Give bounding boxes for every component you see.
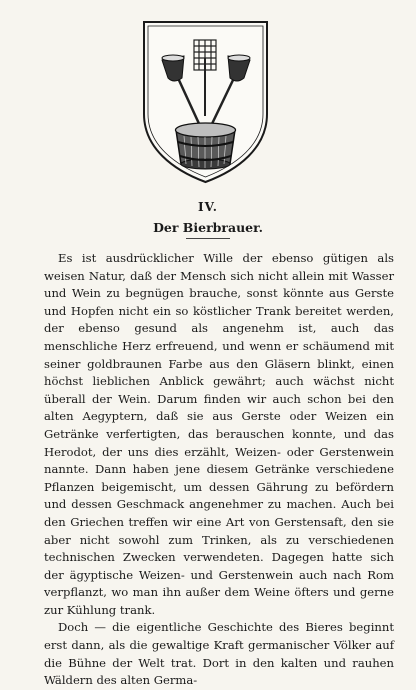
paragraph: Doch — die eigentliche Geschichte des Bieres beginnt erst dann, als die gewaltige Kraft germanischer Völker auf die Bühne der Welt trat. Dort in den kalten und rauhen Wäldern des alten Germa- xyxy=(44,620,394,688)
brewer-coat-of-arms-icon xyxy=(138,18,273,186)
chapter-number: IV. xyxy=(197,200,218,214)
body-text xyxy=(44,250,394,690)
title-underline xyxy=(186,238,230,239)
paragraph: Es ist ausdrücklicher Wille der ebenso gütigen als weisen Natur, daß der Mensch sich nicht allein mit Wasser und Wein zu begnügen brauche, sonst könnte aus Gerste und Hopfen nicht ein so köstlicher Trank bereitet werden, der ebenso gesund als angenehm ist, auch das menschliche Herz erfreuend, und wenn er schäumend mit seiner goldbraunen Farbe aus den Gläsern blinkt, einen höchst lieblichen Anblick gewährt; auch wächst nicht überall der Wein. Darum finden wir auch schon bei den alten Aegyptern, daß sie aus Gerste oder Weizen ein Getränke verfertigten, das berauschen konnte, und das Herodot, der uns dies erzählt, Weizen- oder Gerstenwein nannte. Dann haben jene diesem Getränke verschiedene Pflanzen beigemischt, um dessen Gährung zu befördern und dessen Geschmack angenehmer zu machen. Auch bei den Griechen treffen wir eine Art von Gerstensaft, den sie aber nicht sowohl zum Trinken, als zu verschiedenen technischen Zwecken verwendeten. Dagegen hatte sich der ägyptische Weizen- und Gerstenwein auch nach Rom verpflanzt, wo man ihn außer dem Weine öfters und gerne zur Kühlung trank. xyxy=(44,251,394,617)
chapter-title: Der Bierbrauer. xyxy=(153,220,263,235)
